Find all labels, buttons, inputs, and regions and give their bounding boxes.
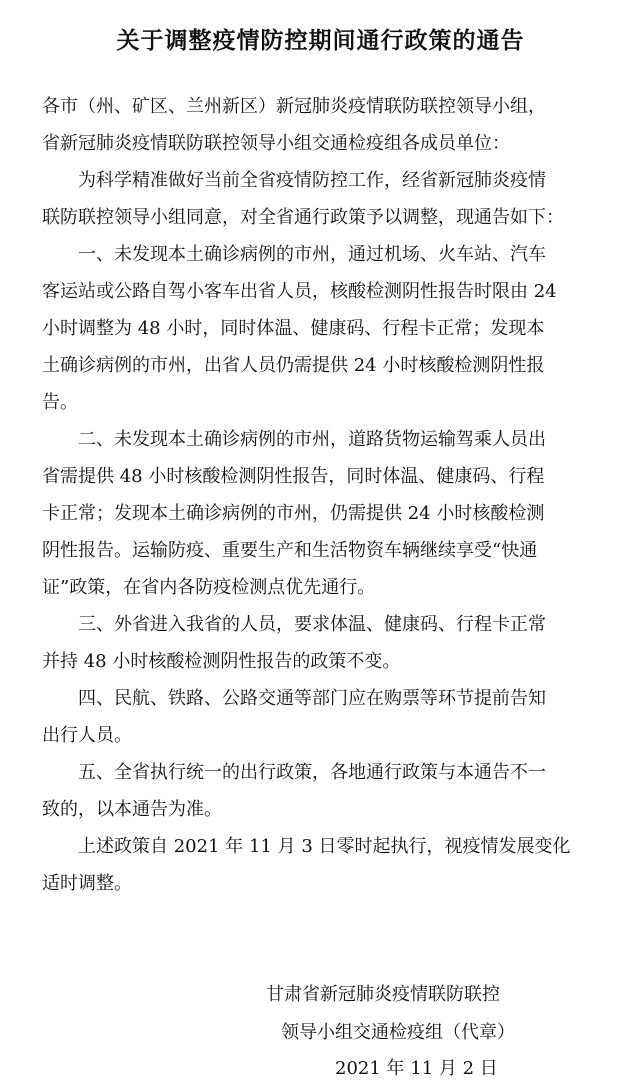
item1-line: 土确诊病例的市州，出省人员仍需提供 24 小时核酸检测阴性报 [42, 355, 545, 376]
item3-line: 并持 48 小时核酸检测阴性报告的政策不变。 [42, 651, 401, 672]
closing-line: 上述政策自 2021 年 11 月 3 日零时起执行，视疫情发展变化 [78, 836, 571, 857]
signature-org-line1: 甘肃省新冠肺炎疫情联防联控 [266, 984, 500, 1005]
item1-line: 告。 [42, 392, 78, 413]
item4-line: 四、民航、铁路、公路交通等部门应在购票等环节提前告知 [78, 688, 546, 709]
closing-line: 适时调整。 [42, 873, 132, 894]
item1-line: 客运站或公路自驾小客车出省人员，核酸检测阴性报告时限由 24 [42, 281, 557, 302]
item2-line: 省需提供 48 小时核酸检测阴性报告，同时体温、健康码、行程 [42, 466, 545, 487]
salutation-line: 省新冠肺炎疫情联防联控领导小组交通检疫组各成员单位： [42, 133, 510, 154]
item5-line: 五、全省执行统一的出行政策，各地通行政策与本通告不一 [78, 762, 546, 783]
document-title: 关于调整疫情防控期间通行政策的通告 [116, 27, 525, 54]
intro-line: 为科学精准做好当前全省疫情防控工作，经省新冠肺炎疫情 [78, 170, 546, 191]
item2-line: 卡正常；发现本土确诊病例的市州，仍需提供 24 小时核酸检测 [42, 503, 545, 524]
signature-org-line2: 领导小组交通检疫组（代章） [281, 1022, 515, 1043]
item3-line: 三、外省进入我省的人员，要求体温、健康码、行程卡正常 [78, 614, 546, 635]
intro-line: 联防联控领导小组同意，对全省通行政策予以调整，现通告如下： [42, 207, 564, 228]
salutation-line: 各市（州、矿区、兰州新区）新冠肺炎疫情联防联控领导小组， [42, 96, 546, 117]
item4-line: 出行人员。 [42, 725, 132, 746]
item5-line: 致的，以本通告为准。 [42, 799, 222, 820]
item2-line: 二、未发现本土确诊病例的市州，道路货物运输驾乘人员出 [78, 429, 546, 450]
signature-date: 2021 年 11 月 2 日 [335, 1058, 498, 1079]
item1-line: 小时调整为 48 小时，同时体温、健康码、行程卡正常；发现本 [42, 318, 545, 339]
item2-line: 证”政策，在省内各防疫检测点优先通行。 [42, 577, 376, 598]
item2-line: 阴性报告。运输防疫、重要生产和生活物资车辆继续享受“快通 [42, 540, 538, 561]
item1-line: 一、未发现本土确诊病例的市州，通过机场、火车站、汽车 [78, 244, 546, 265]
